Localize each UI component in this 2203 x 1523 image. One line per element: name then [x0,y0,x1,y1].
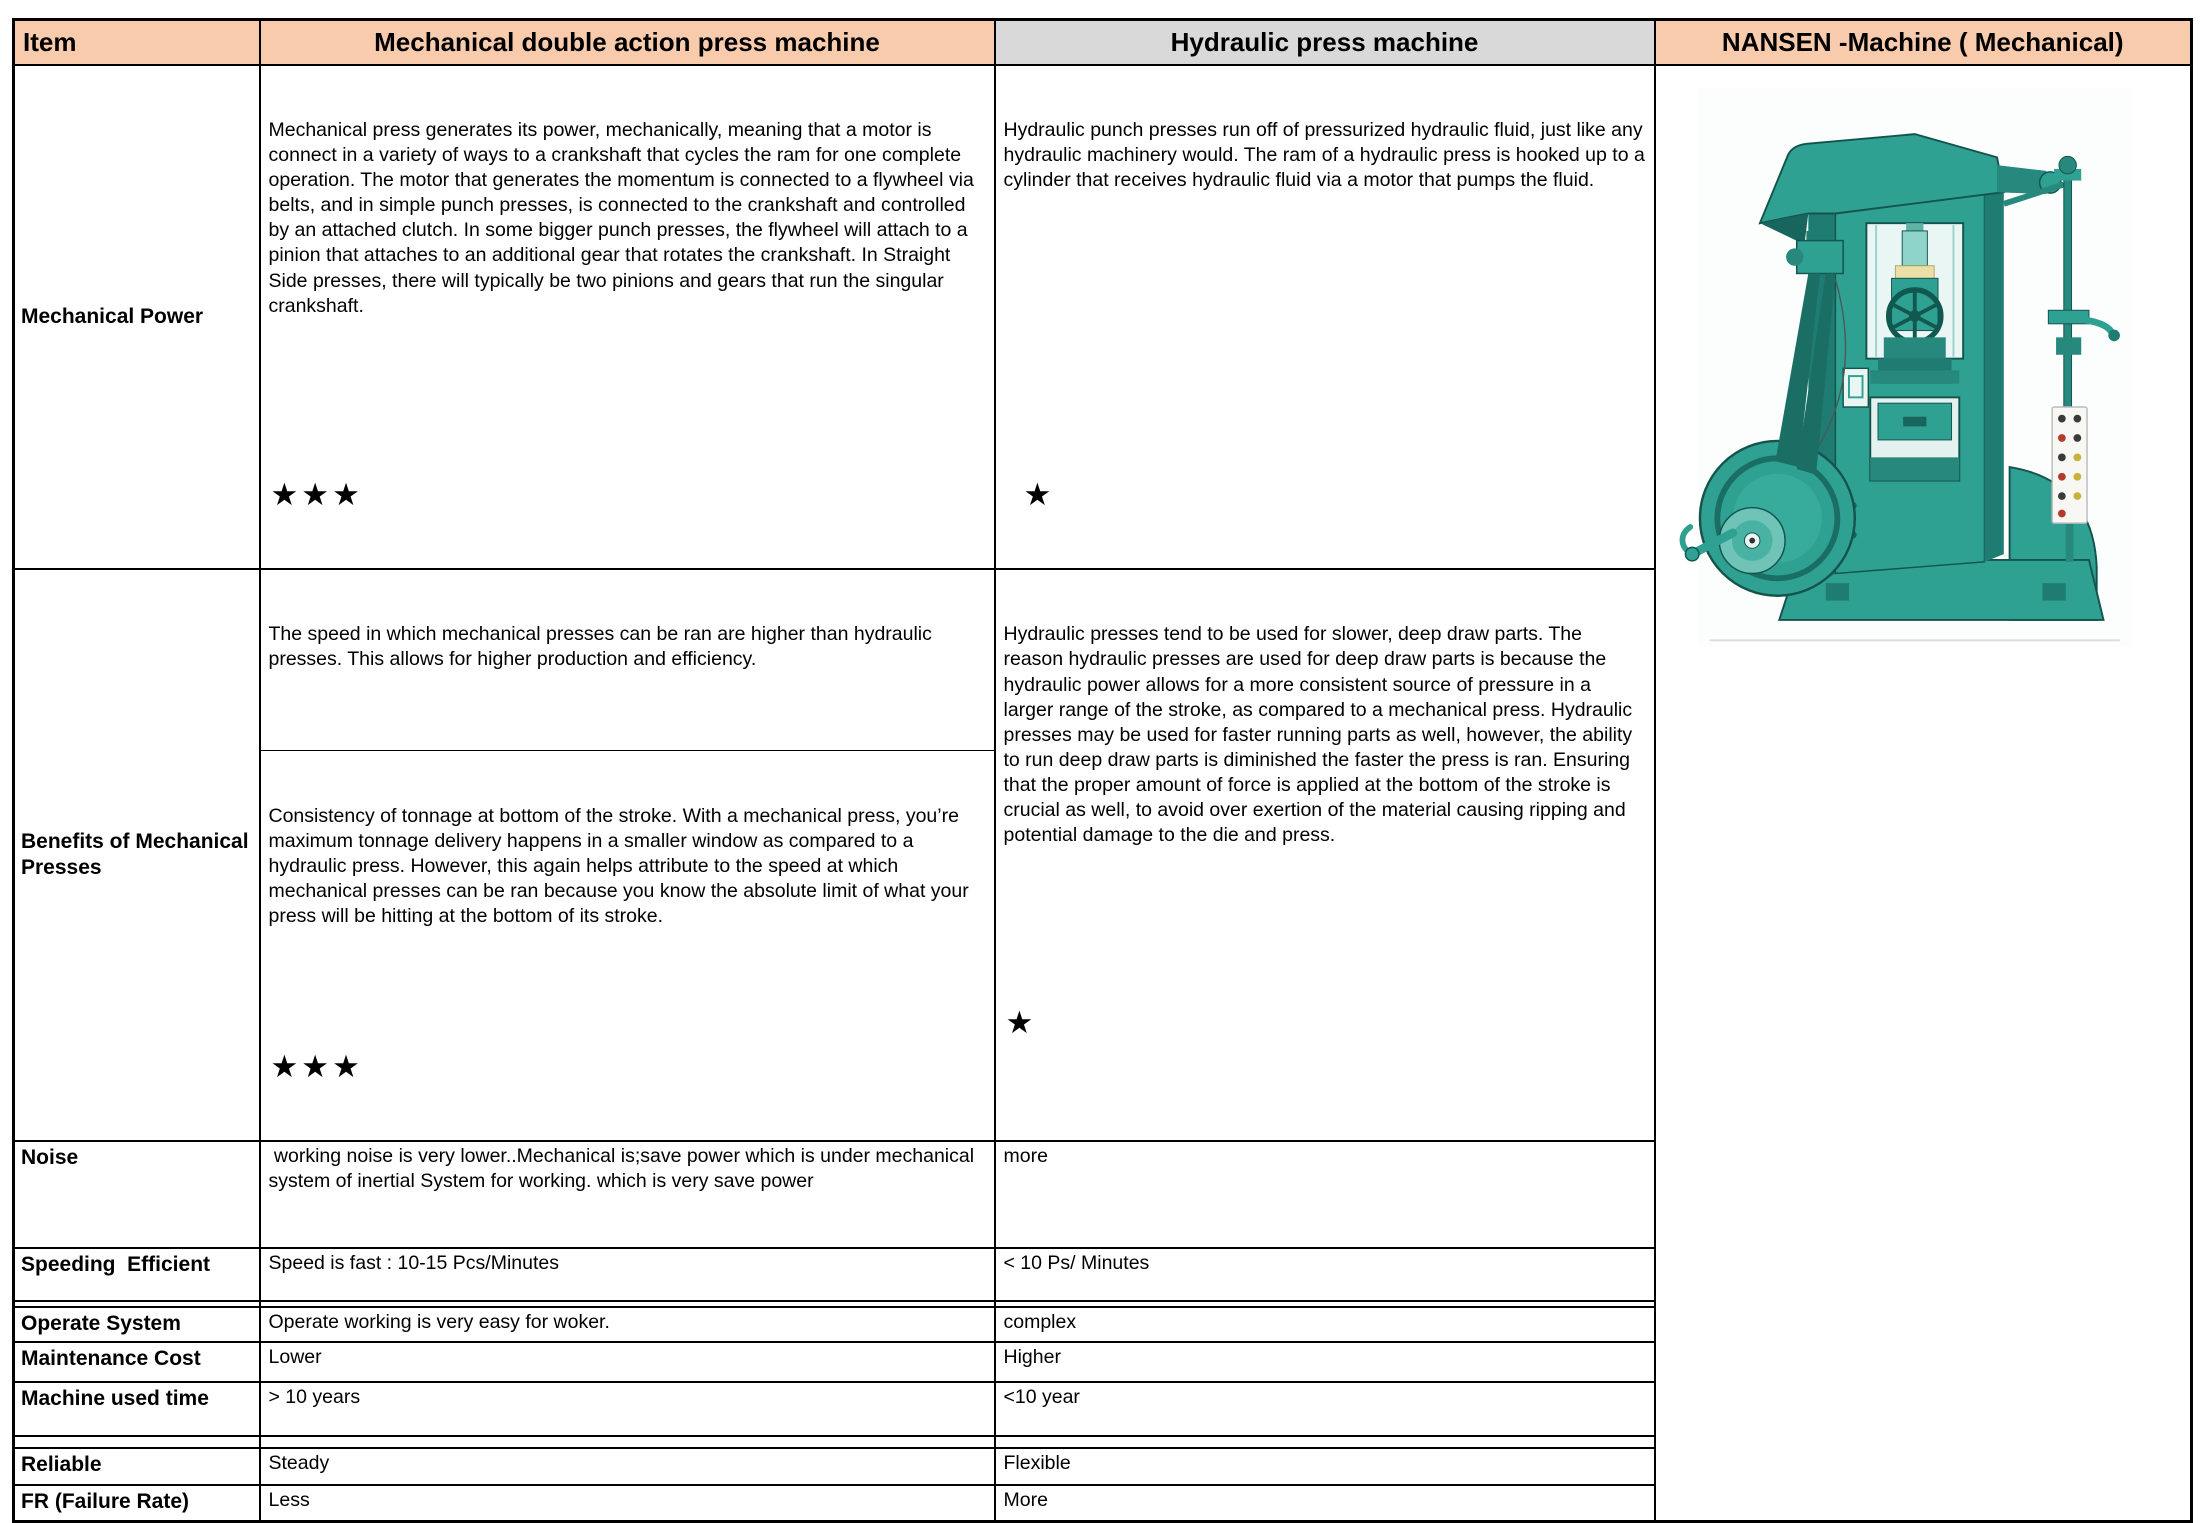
control-panel [2052,407,2087,523]
speeding-efficient-label: Speeding Efficient [14,1248,260,1301]
mechanical-power-hydraulic-rating: ★ [1023,477,1055,514]
benefits-hydraulic-cell [995,569,1655,1141]
header-item: Item [14,20,260,65]
noise-hydraulic-value: more [995,1141,1655,1248]
failure-rate-mechanical-value: Less [260,1485,995,1522]
reliable-label: Reliable [14,1448,260,1485]
header-row [14,20,2192,65]
mechanical-power-mechanical-cell [260,65,995,570]
mechanical-power-label: Mechanical Power [14,65,260,570]
benefits-mechanical-cell [260,569,995,1141]
failure-rate-hydraulic-value: More [995,1485,1655,1522]
comparison-table [12,18,2193,1523]
photo-shadow-line [1709,639,2119,641]
comparison-sheet [12,18,2193,1523]
benefits-hydraulic-rating: ★ [1005,1004,1037,1041]
benefits-hydraulic-text: Hydraulic presses tend to be used for slower, deep draw parts. The reason hydraulic presses are used for deep draw parts is because the hydraulic power allows for a more consistent source of pressure in a larger range of the stroke, as compared to a mechanical press. Hydraulic presses may be used for faster running parts as well, however, the ability to run deep draw parts is diminished the faster the press is ran. Ensuring that the proper amount of force is applied at the bottom of the stroke is crucial as well, to avoid over exertion of the material causing ripping and potential damage to the die and press. [1003,623,1638,847]
mechanical-power-hydraulic-cell [995,65,1655,570]
header-mechanical-press: Mechanical double action press machine [260,20,995,65]
used-time-hydraulic-value: <10 year [995,1382,1655,1436]
maintenance-mechanical-value: Lower [260,1342,995,1382]
operate-hydraulic-value: complex [995,1307,1655,1342]
row-mechanical-power [14,65,2192,570]
header-hydraulic-press: Hydraulic press machine [995,20,1655,65]
header-nansen-machine: NANSEN -Machine ( Mechanical) [1655,20,2192,65]
machine-used-time-label: Machine used time [14,1382,260,1436]
speeding-hydraulic-value: < 10 Ps/ Minutes [995,1248,1655,1301]
operate-system-label: Operate System [14,1307,260,1342]
operate-mechanical-value: Operate working is very easy for woker. [260,1307,995,1342]
benefits-mechanical-rating: ★★★ [270,1049,363,1086]
benefits-mechanical-text-2: Consistency of tonnage at bottom of the stroke. With a mechanical press, you’re maximum tonnage delivery happens in a smaller window as compared to a hydraulic press. However, this again helps attribute to the speed at which mechanical presses can be ran because you know the absolute limit of what your press will be hitting at the bottom of its stroke. [268,804,975,928]
spacer-cell [260,1436,995,1448]
reliable-mechanical-value: Steady [260,1448,995,1485]
upper-window [1866,223,1963,358]
spacer-cell [995,1436,1655,1448]
used-time-mechanical-value: > 10 years [260,1382,995,1436]
press-machine-illustration [1663,78,2183,678]
nansen-machine-cell [1655,65,2192,1522]
maintenance-hydraulic-value: Higher [995,1342,1655,1382]
mechanical-power-hydraulic-text: Hydraulic punch presses run off of pressurized hydraulic fluid, just like any hydraulic machinery would. The ram of a hydraulic press is hooked up to a cylinder that receives hydraulic fluid via a motor that pumps the fluid. [1003,118,1651,192]
noise-mechanical-value: working noise is very lower..Mechanical is;save power which is under mechanical system of inertial System for working. which is very save power [260,1141,995,1248]
failure-rate-label: FR (Failure Rate) [14,1485,260,1522]
benefits-label: Benefits of Mechanical Presses [14,569,260,1141]
maintenance-cost-label: Maintenance Cost [14,1342,260,1382]
reliable-hydraulic-value: Flexible [995,1448,1655,1485]
noise-label: Noise [14,1141,260,1248]
benefits-mechanical-text-1: The speed in which mechanical presses can be ran are higher than hydraulic presses. This allows for higher production and efficiency. [261,620,994,751]
mechanical-power-mechanical-rating: ★★★ [270,477,363,514]
mechanical-power-mechanical-text: Mechanical press generates its power, mechanically, meaning that a motor is connect in a variety of ways to a crankshaft that cycles the ram for one complete operation. The motor that generates the momentum is connected to a flywheel via belts, and in simple punch presses, is connected to the crankshaft and controlled by an attached clutch. In some bigger punch presses, the flywheel will attach to a pinion that attaches to an additional gear that rotates the crankshaft. In Straight Side presses, there will typically be two pinions and gears that run the singular crankshaft. [268,118,980,317]
speeding-mechanical-value: Speed is fast : 10-15 Pcs/Minutes [260,1248,995,1301]
spacer-cell [14,1436,260,1448]
